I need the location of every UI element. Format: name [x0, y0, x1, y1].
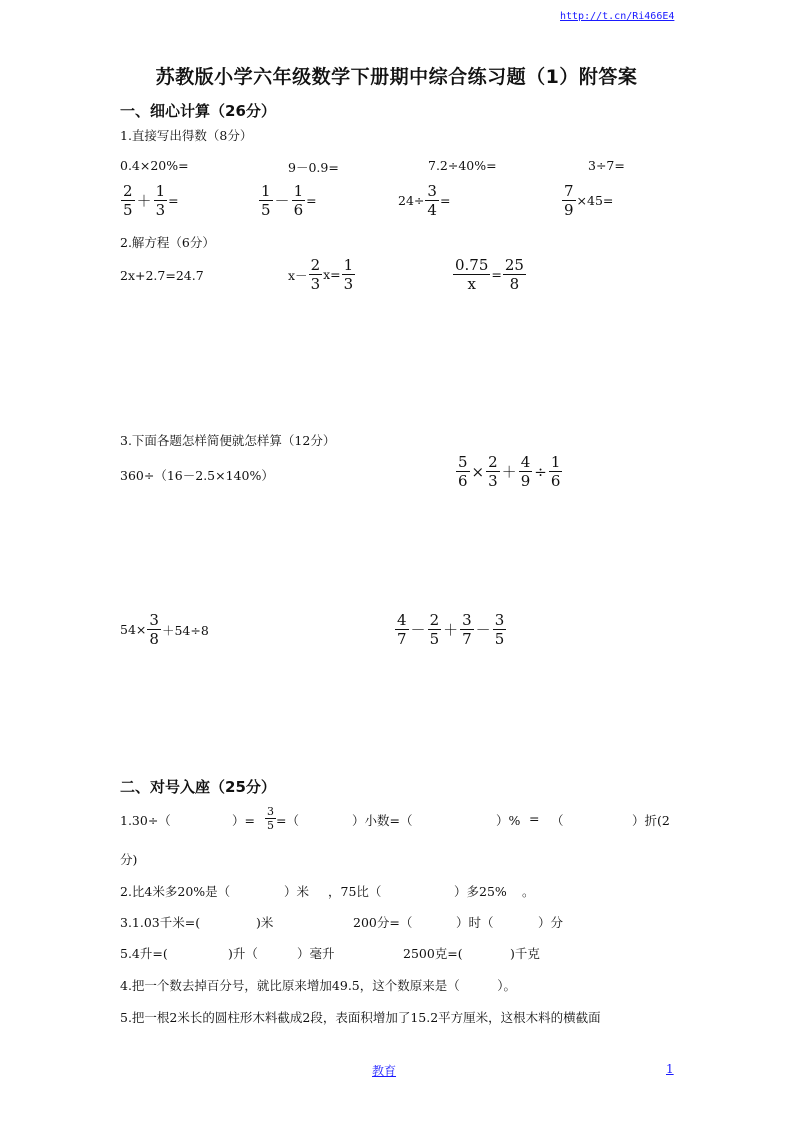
footer-link[interactable]: 教育 — [372, 1064, 397, 1078]
q1-expr-2: 9－0.9= — [288, 160, 339, 175]
fraction: 3 5 — [494, 611, 505, 648]
s2-line4-b: )升（ — [228, 946, 258, 961]
s2-line4-a: 5.4升=( — [120, 946, 168, 961]
q1-frac-expr-3: 24÷ $\frac{3}{4}$ = — [398, 182, 451, 219]
s2-line1-d: ）小数=（ — [352, 813, 413, 828]
fraction: $\frac{5}{6}$ — [458, 453, 468, 490]
s2-line1-h: ）折(2 — [632, 813, 670, 828]
s2-line1-f: = — [529, 811, 540, 826]
q1-frac-expr-1: 2 5 ＋ $\frac{1}{3}$ = — [123, 182, 179, 219]
fraction: $\frac{3}{8}$ — [149, 611, 159, 648]
s2-line2-b: ）米 — [284, 884, 310, 899]
q2-equation-1: 2x+2.7=24.7 — [120, 268, 204, 283]
q3-expr-3: 54× $\frac{3}{8}$ ＋54÷8 — [120, 611, 209, 648]
q1-expr-1: 0.4×20%= — [120, 158, 189, 173]
fraction: $\frac{0.75}{x}$ — [455, 256, 489, 293]
fraction: 2 5 — [429, 611, 440, 648]
s2-line1-b: ）= — [232, 813, 255, 828]
fraction: $\frac{1}{6}$ — [293, 182, 304, 219]
fraction: 3 7 — [462, 611, 472, 648]
section2-heading: 二、对号入座（25分） — [120, 778, 276, 796]
fraction: 1 5 — [261, 182, 271, 219]
fraction: $\frac{3}{4}$ — [427, 182, 437, 219]
s2-line3-e: ）分 — [538, 915, 564, 930]
page-number: 1 — [666, 1062, 674, 1076]
fraction: $\frac{1}{3}$ — [155, 182, 166, 219]
s2-line1-c: =（ — [276, 813, 299, 828]
s2-line3-c: 200分=（ — [353, 915, 413, 930]
fraction: $\frac{1}{6}$ — [550, 453, 561, 490]
s2-line5: 4.把一个数去掉百分号，就比原来增加49.5，这个数原来是（ ）。 — [120, 978, 517, 993]
s2-line1-wrap: 分) — [120, 852, 138, 867]
s2-line2-a: 2.比4米多20%是（ — [120, 884, 231, 899]
s2-line3-b: )米 — [256, 915, 274, 930]
s2-line1-g: （ — [551, 813, 564, 828]
page-title: 苏教版小学六年级数学下册期中综合练习题（1）附答案 — [155, 66, 638, 88]
fraction: $\frac{25}{8}$ — [504, 256, 524, 293]
s2-line6: 5.把一根2米长的圆柱形木料截成2段，表面积增加了15.2平方厘米，这根木料的横截面 — [120, 1010, 601, 1025]
q3-expr-1: 360÷（16－2.5×140%） — [120, 468, 274, 483]
fraction: 4 7 — [397, 611, 407, 648]
q2-equation-3: $\frac{0.75}{x}$ = $\frac{25}{8}$ — [455, 256, 524, 293]
fraction: $\frac{1}{3}$ — [343, 256, 354, 293]
q1-frac-expr-4: $\frac{7}{9}$ ×45= — [564, 182, 614, 219]
s2-line2-d: ）多25% — [454, 884, 507, 899]
s2-line3-a: 3.1.03千米=( — [120, 915, 201, 930]
q2-label: 2.解方程（6分） — [120, 235, 215, 250]
s2-line3-d: ）时（ — [456, 915, 494, 930]
s2-line1-e: ）% — [496, 813, 521, 828]
fraction: 2 5 — [123, 182, 133, 219]
s2-line4-e: )千克 — [510, 946, 540, 961]
s2-line4-c: ）毫升 — [297, 946, 335, 961]
fraction: 2 3 — [310, 256, 321, 293]
s2-line2-c: ，75比（ — [328, 884, 382, 899]
s2-line4-d: 2500克=( — [403, 946, 463, 961]
header-url-link[interactable]: http://t.cn/Ri466E4 — [560, 11, 675, 22]
fraction: 3 5 — [267, 805, 274, 833]
q1-frac-expr-2: 1 5 － $\frac{1}{6}$ = — [261, 182, 317, 219]
q3-label: 3.下面各题怎样简便就怎样算（12分） — [120, 433, 336, 448]
q1-label: 1.直接写出得数（8分） — [120, 128, 253, 143]
fraction: $\frac{7}{9}$ — [564, 182, 574, 219]
s2-line1-a: 1.30÷（ — [120, 813, 171, 828]
q3-expr-4: 4 7 － 2 5 ＋ 3 7 － 3 5 — [397, 611, 505, 648]
q1-expr-4: 3÷7= — [588, 158, 625, 173]
s2-line2-e: 。 — [522, 884, 535, 899]
fraction: $\frac{2}{3}$ — [488, 453, 498, 490]
q2-equation-2: x－ 2 3 x= $\frac{1}{3}$ — [288, 256, 354, 293]
q1-expr-3: 7.2÷40%= — [428, 158, 497, 173]
section1-heading: 一、细心计算（26分） — [120, 102, 276, 120]
fraction: $\frac{4}{9}$ — [520, 453, 531, 490]
q3-expr-2: $\frac{5}{6}$ × $\frac{2}{3}$ ＋ $\frac{4}{9}$ ÷ $\frac{1}{6}$ — [458, 453, 561, 490]
